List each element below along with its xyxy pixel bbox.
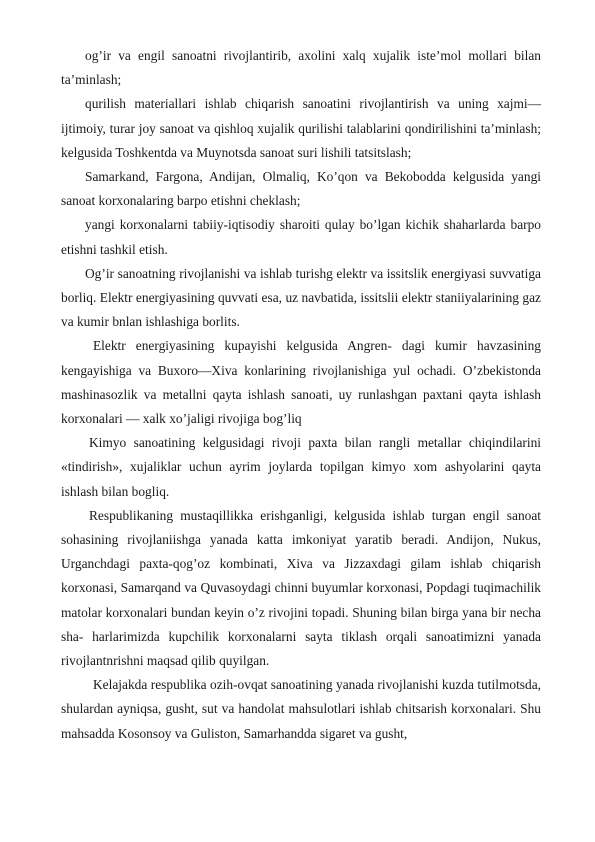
- paragraph-consumer-goods: og’ir va engil sanoatni rivojlantirib, axolini xalq xujalik iste’mol mollari bilan ta’minlash;: [61, 48, 541, 88]
- paragraph-electric-energy: Elektr energiyasining kupayishi kelgusida Angren- dagi kumir havzasining kengayishiga va Buxoro—Xiva konlarining rivojlanishiga yul ochadi. O’zbekistonda mashinasozlik va metallni qayta ishlash sanoati, uy runlashgan paxtani qayta ishlash korxonalari — xalk xo’jaligi rivojiga bog’liq: [61, 338, 541, 427]
- paragraph-construction-materials: qurilish materiallari ishlab chiqarish sanoatini rivojlantirish va uning xajmi—ijtimoiy, turar joy sanoat va qishloq xujalik qurilishi talablarini qondirilishini ta’minlash; kelgusida Toshkentda va Muynotsda sanoat suri lishili tatsitslash;: [61, 96, 541, 160]
- paragraph-food-industry: Kelajakda respublika ozih-ovqat sanoatining yanada rivojlanishi kuzda tutilmotsda, shulardan ayniqsa, gusht, sut va handolat mahsulotlari ishlab chitsarish korxonalari. Shu mahsadda Kosonsoy va Guliston, Samarhandda sigaret va gusht,: [61, 677, 541, 741]
- paragraph-small-towns: yangi korxonalarni tabiiy-iqtisodiy sharoiti qulay bo’lgan kichik shaharlarda barpo etishni tashkil etish.: [61, 217, 541, 257]
- paragraph-heavy-industry-energy: Og’ir sanoatning rivojlanishi va ishlab turishg elektr va issitslik energiyasi suvvatiga borliq. Elektr energiyasining quvvati esa, uz navbatida, issitslii elektr staniiyalarining gaz va kumir bnlan ishlashiga borlits.: [61, 265, 541, 330]
- document-page: [61, 0, 541, 746]
- paragraph-restrict-new-enterprises: Samarkand, Fargona, Andijan, Olmaliq, Ko’qon va Bekobodda kelgusida yangi sanoat korxonalaring barpo etishni cheklash;: [61, 169, 541, 209]
- paragraph-independence-light-industry: Respublikaning mustaqillikka erishganligi, kelgusida ishlab turgan engil sanoat sohasining rivojlaniishga yanada katta imkoniyat yaratib beradi. Andijon, Nukus, Urganchdagi paxta-qog’oz kombinati, Xiva va Jizzaxdagi gilam ishlab chiqarish korxonasi, Samarqand va Quvasoydagi chinni buyumlar korxonasi, Popdagi tuqimachilik matolar korxonalari bundan keyin o’z rivojini topadi. Shuning bilan birga yana bir necha sha- harlarimizda kupchilik korxonalarni sayta tiklash orqali sanoatimizni yanada rivojlantnrishni maqsad qilib quyilgan.: [61, 507, 541, 669]
- paragraph-chemical-industry: Kimyo sanoatining kelgusidagi rivoji paxta bilan rangli metallar chiqindilarini «tindirish», xujaliklar uchun ayrim joylarda topilgan kimyo xom ashyolarini qayta ishlash bilan bogliq.: [61, 435, 541, 499]
